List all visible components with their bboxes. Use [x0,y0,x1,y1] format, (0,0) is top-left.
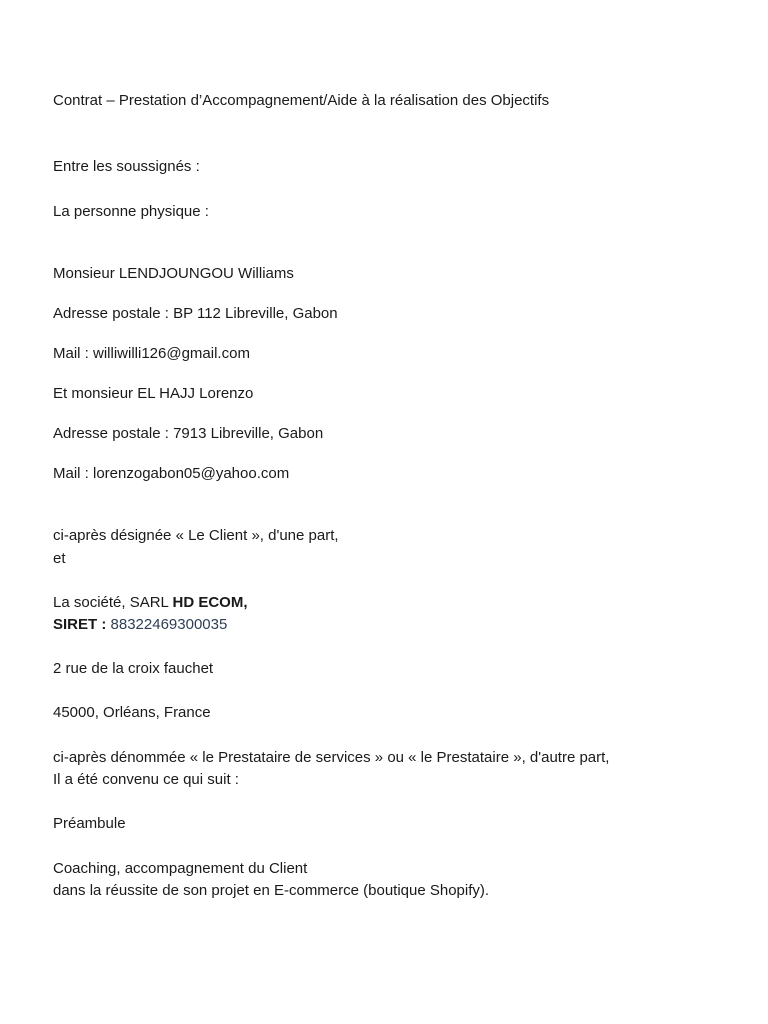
agreement-text: Il a été convenu ce qui suit : [53,771,239,788]
client1-address: Adresse postale : BP 112 Libreville, Gabon [53,305,338,322]
company-prefix: La société, SARL [53,594,173,611]
preamble-heading: Préambule [53,815,126,832]
preamble-text-2: dans la réussite de son projet en E-commerce (boutique Shopify). [53,882,490,899]
client2-address: Adresse postale : 7913 Libreville, Gabon [53,425,324,442]
company-city: 45000, Orléans, France [53,704,211,721]
contract-title: Contrat – Prestation d’Accompagnement/Aide à la réalisation des Objectifs [53,92,550,109]
provider-designation: ci-après dénommée « le Prestataire de services » ou « le Prestataire », d'autre part, [53,749,610,766]
company-street: 2 rue de la croix fauchet [53,660,214,677]
company-line [53,592,248,614]
and-word: et [53,550,66,567]
siret-number: 88322469300035 [110,616,228,633]
intro-text: Entre les soussignés : [53,158,200,175]
siret-label: SIRET : [53,616,111,633]
client2-name: Et monsieur EL HAJJ Lorenzo [53,385,254,402]
client-designation: ci-après désignée « Le Client », d'une part, [53,527,339,544]
client1-mail: Mail : williwilli126@gmail.com [53,345,250,362]
preamble-text-1: Coaching, accompagnement du Client [53,860,308,877]
company-name: HD ECOM, [172,594,248,611]
person-type-label: La personne physique : [53,203,209,220]
client2-mail: Mail : lorenzogabon05@yahoo.com [53,465,290,482]
client1-name: Monsieur LENDJOUNGOU Williams [53,265,294,282]
siret-line [53,614,227,636]
